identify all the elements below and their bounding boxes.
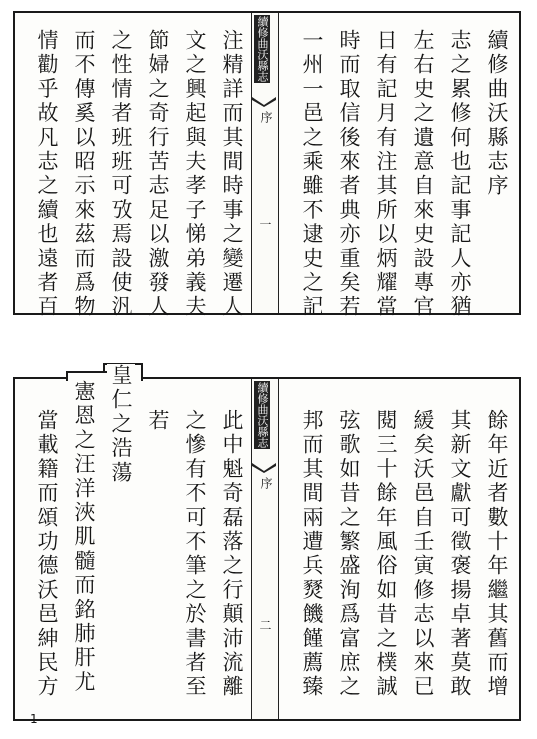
text-column: 注精詳而其間時事之變遷人 — [220, 29, 244, 320]
text-column: 此中魁奇磊落之行顛沛流離 — [220, 409, 244, 700]
text-column: 緩矣沃邑自壬寅修志以來已 — [411, 409, 435, 700]
elevated-column: 憲恩之汪洋浹肌髓而銘肺肝尤 — [72, 380, 96, 695]
gutter-title: 續修曲沃縣志 — [256, 382, 269, 448]
text-column: 一州一邑之乘雖不逮史之記 — [300, 29, 324, 320]
text-column: 情勸乎故凡志之續也遠者百 — [35, 29, 59, 320]
text-column: 時而取信後來者典亦重矣若 — [337, 29, 361, 320]
top-gutter — [251, 13, 279, 313]
text-column: 當載籍而頌功德沃邑紳民方 — [35, 409, 59, 700]
top-leaf — [13, 11, 521, 320]
fishtail-mark — [252, 97, 276, 107]
text-column: 之慘有不可不筆之於書者至 — [183, 409, 207, 700]
elevated-column: 皇仁之浩蕩 — [109, 364, 133, 485]
text-column: 日有記月有注其所以炳耀當 — [374, 29, 398, 320]
text-column: 之性情者班班可攷焉設使汎 — [109, 29, 133, 320]
text-column: 其新文獻可徵褒揚卓著莫敢 — [448, 409, 472, 700]
gutter-section: 序 — [259, 477, 273, 489]
text-column: 文之興起與夫孝子悌弟義夫 — [183, 29, 207, 320]
text-column: 志之累修何也記事記人亦猶 — [448, 29, 472, 320]
text-column: 邦而其間兩遭兵燹饑饉薦臻 — [300, 409, 324, 700]
text-column: 而不傳奚以昭示來茲而爲物 — [72, 29, 96, 320]
text-column: 閱三十餘年風俗如昔之樸誠 — [374, 409, 398, 700]
bottom-gutter — [251, 379, 279, 719]
gutter-folio: 二 — [258, 619, 272, 631]
fishtail-mark — [252, 463, 276, 473]
text-column: 若 — [146, 409, 170, 434]
gutter-folio: 一 — [258, 218, 272, 230]
page-number: 1 — [30, 712, 38, 726]
text-column: 弦歌如昔之繁盛洵爲富庶之 — [337, 409, 361, 700]
text-column: 左右史之遺意自來史設專官 — [411, 29, 435, 320]
text-column: 節婦之奇行苦志足以激發人 — [146, 29, 170, 320]
gutter-title: 續修曲沃縣志 — [256, 16, 269, 82]
text-column: 餘年近者數十年繼其舊而增 — [485, 409, 509, 700]
preface-title: 續修曲沃縣志序 — [485, 29, 509, 199]
gutter-section: 序 — [259, 111, 273, 123]
